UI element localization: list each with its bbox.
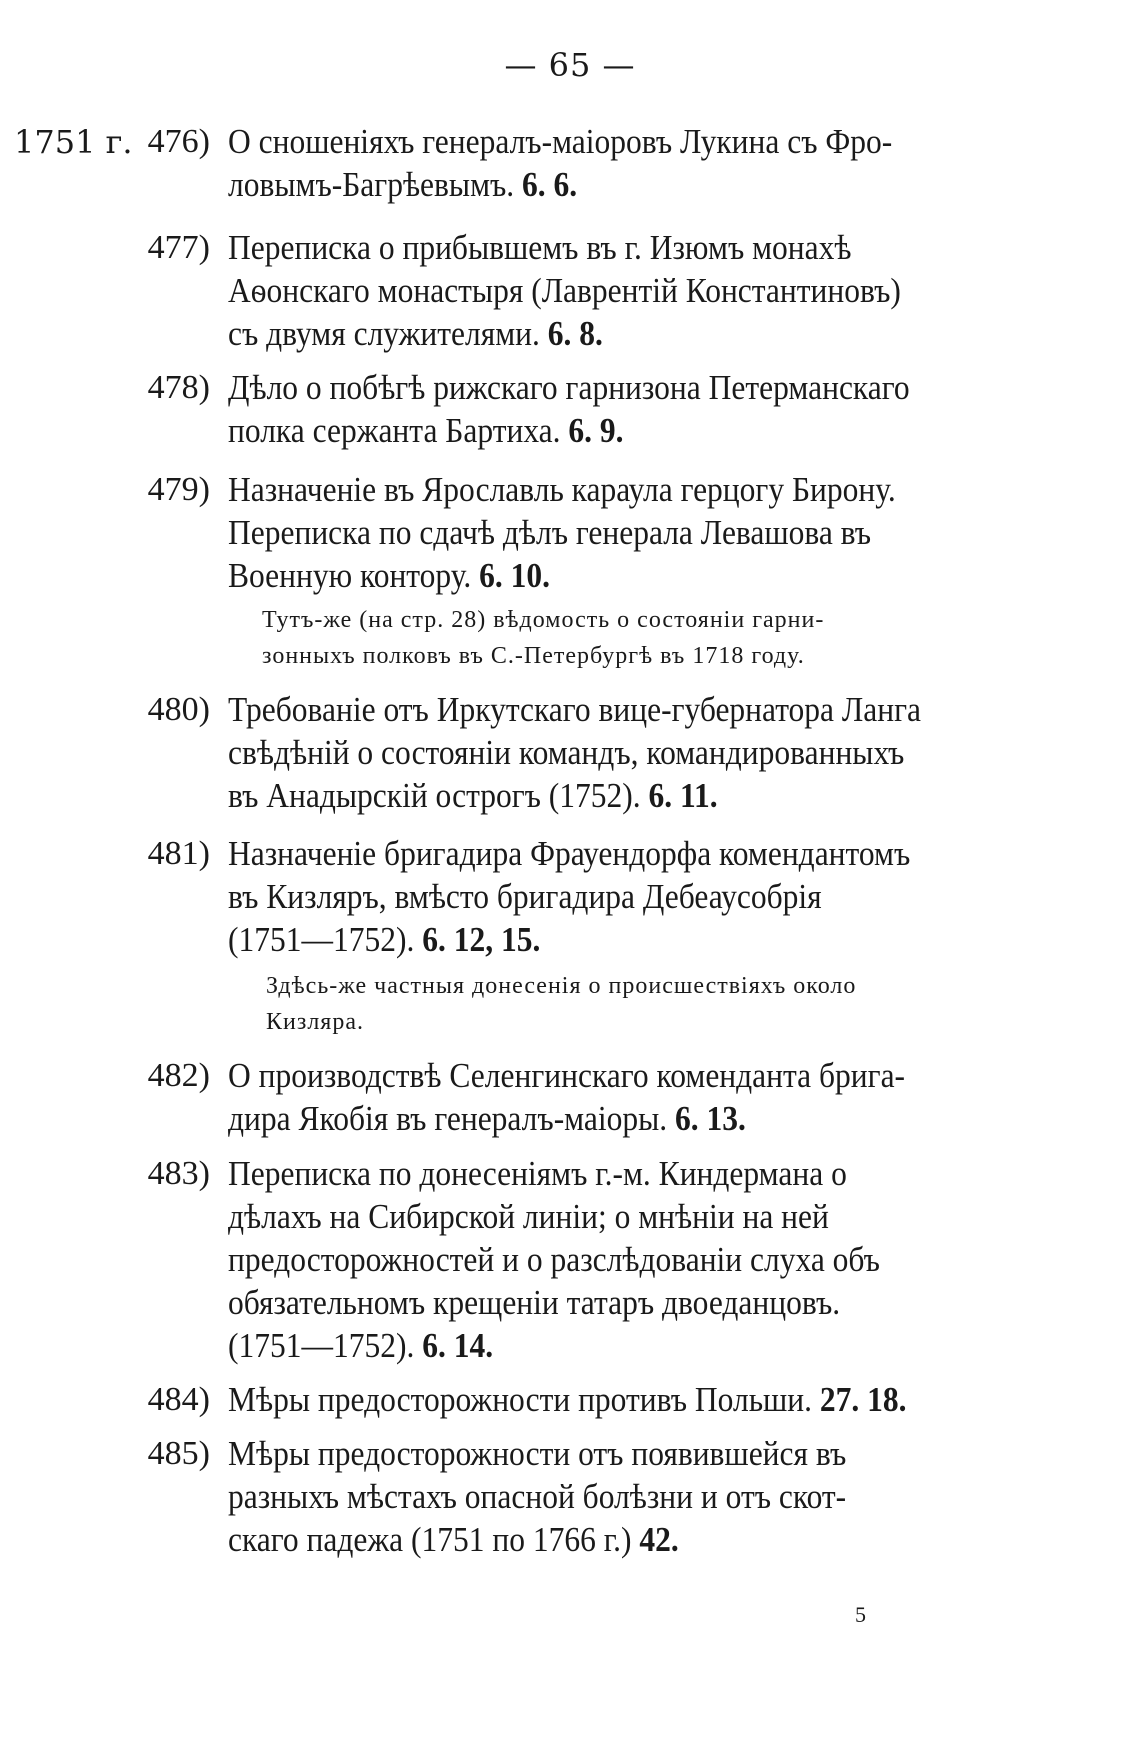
entry-number: 482) bbox=[147, 1057, 210, 1094]
entry-line: дѣлахъ на Сибирской линіи; о мнѣніи на ней bbox=[228, 1197, 829, 1236]
entry-line: Мѣры предосторожности противъ Польши. 27. 18. bbox=[228, 1380, 907, 1419]
note-line: Здѣсь-же частныя донесенія о происшествіяхъ около bbox=[266, 973, 857, 999]
entry-number: 485) bbox=[147, 1435, 210, 1472]
archive-reference: 42. bbox=[639, 1520, 679, 1559]
entry-line: полка сержанта Бартиха. 6. 9. bbox=[228, 411, 624, 450]
entry-line: скаго падежа (1751 по 1766 г.) 42. bbox=[228, 1520, 679, 1559]
archive-reference: 6. 12, 15. bbox=[422, 920, 541, 959]
entry-line: Мѣры предосторожности отъ появившейся въ bbox=[228, 1434, 847, 1473]
entry-line: свѣдѣній о состояніи командъ, командированныхъ bbox=[228, 733, 905, 772]
entry-line: (1751—1752). 6. 14. bbox=[228, 1326, 494, 1365]
entry-line: въ Кизляръ, вмѣсто бригадира Дебеаусобрія bbox=[228, 877, 822, 916]
entry-text bbox=[228, 1432, 948, 1561]
entry-line: Требованіе отъ Иркутскаго вице-губернатора Ланга bbox=[228, 690, 922, 729]
entry-line: Дѣло о побѣгѣ рижскаго гарнизона Петерманскаго bbox=[228, 368, 910, 407]
entry-line: Военную контору. 6. 10. bbox=[228, 556, 550, 595]
archive-reference: 6. 9. bbox=[568, 411, 624, 450]
entry-line: О сношеніяхъ генералъ-маіоровъ Лукина съ Фро- bbox=[228, 122, 893, 161]
entry-note bbox=[262, 602, 1022, 674]
entry-text bbox=[228, 366, 948, 452]
note-line: Тутъ-же (на стр. 28) вѣдомость о состояніи гарни- bbox=[262, 607, 825, 633]
entry-number: 476) bbox=[147, 123, 210, 160]
note-line: зонныхъ полковъ въ С.-Петербургѣ въ 1718 году. bbox=[262, 643, 805, 669]
entry-text bbox=[228, 688, 948, 817]
entry-number: 480) bbox=[147, 691, 210, 728]
entry-line: обязательномъ крещеніи татаръ двоеданцовъ. bbox=[228, 1283, 841, 1322]
signature-mark: 5 bbox=[855, 1602, 866, 1627]
entry-text bbox=[228, 226, 948, 355]
entry-line: Назначеніе бригадира Фрауендорфа комендантомъ bbox=[228, 834, 911, 873]
entry-number: 479) bbox=[147, 471, 210, 508]
archive-reference: 6. 11. bbox=[648, 776, 718, 815]
entry-number: 477) bbox=[147, 229, 210, 266]
entry-text bbox=[228, 1152, 948, 1367]
entry-line: въ Анадырскій острогъ (1752). 6. 11. bbox=[228, 776, 718, 815]
entry-line: дира Якобія въ генералъ-маіоры. 6. 13. bbox=[228, 1099, 746, 1138]
entry-line: Назначеніе въ Ярославль караула герцогу Бирону. bbox=[228, 470, 896, 509]
entry-line: Аѳонскаго монастыря (Лаврентій Константиновъ) bbox=[228, 271, 901, 310]
entry-note bbox=[266, 968, 1026, 1040]
entry-year: 1751 г. bbox=[14, 123, 133, 161]
entry-line: предосторожностей и о разслѣдованіи слуха объ bbox=[228, 1240, 880, 1279]
entry-line: съ двумя служителями. 6. 8. bbox=[228, 314, 603, 353]
entry-text bbox=[228, 1054, 948, 1140]
entry-line: Переписка по сдачѣ дѣлъ генерала Левашова въ bbox=[228, 513, 872, 552]
note-line: Кизляра. bbox=[266, 1009, 364, 1035]
entry-line: Переписка о прибывшемъ въ г. Изюмъ монахѣ bbox=[228, 228, 852, 267]
entry-number: 478) bbox=[147, 369, 210, 406]
entry-number: 484) bbox=[147, 1381, 210, 1418]
entry-line: О производствѣ Селенгинскаго коменданта брига- bbox=[228, 1056, 906, 1095]
entry-text bbox=[228, 120, 948, 206]
archive-reference: 6. 6. bbox=[522, 165, 578, 204]
archive-reference: 6. 14. bbox=[422, 1326, 494, 1365]
archive-reference: 6. 10. bbox=[479, 556, 550, 595]
entry-text bbox=[228, 832, 948, 961]
entry-number: 481) bbox=[147, 835, 210, 872]
page-number: — 65 — bbox=[504, 46, 636, 84]
entry-text bbox=[228, 468, 948, 597]
entry-line: разныхъ мѣстахъ опасной болѣзни и отъ скот- bbox=[228, 1477, 847, 1516]
archive-reference: 27. 18. bbox=[819, 1380, 907, 1419]
entry-number: 483) bbox=[147, 1155, 210, 1192]
entry-line: (1751—1752). 6. 12, 15. bbox=[228, 920, 541, 959]
archive-reference: 6. 8. bbox=[547, 314, 603, 353]
entry-text bbox=[228, 1378, 948, 1421]
entry-line: ловымъ-Багрѣевымъ. 6. 6. bbox=[228, 165, 578, 204]
archive-reference: 6. 13. bbox=[675, 1099, 746, 1138]
entry-line: Переписка по донесеніямъ г.-м. Киндермана о bbox=[228, 1154, 847, 1193]
